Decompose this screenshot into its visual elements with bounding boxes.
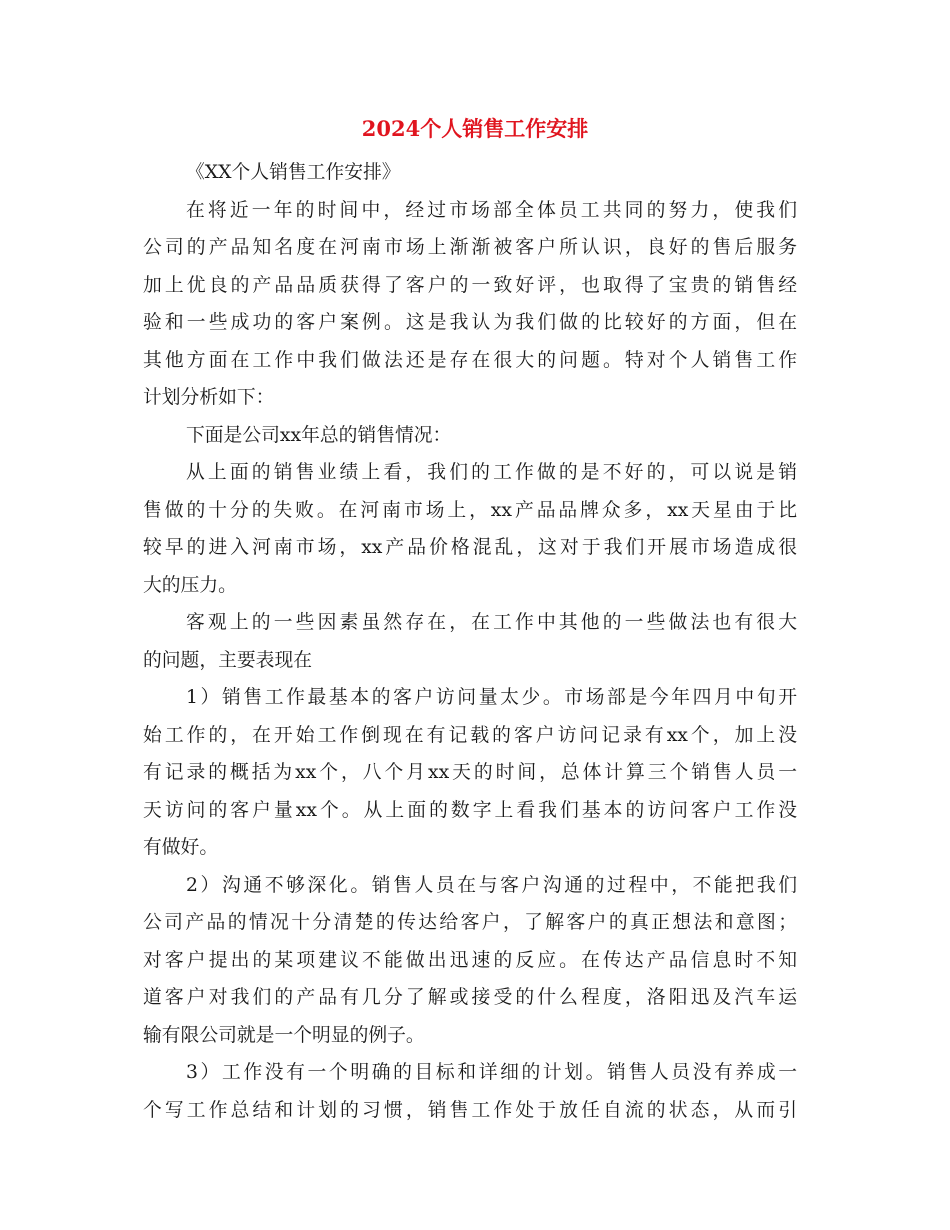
body-line: 大的压力。 <box>143 574 237 596</box>
body-line: 较早的进入河南市场，xx产品价格混乱，这对于我们开展市场造成很 <box>143 537 797 558</box>
body-line: 的问题，主要表现在 <box>143 649 313 671</box>
body-line: 售做的十分的失败。在河南市场上，xx产品品牌众多，xx天星由于比 <box>143 499 797 521</box>
body-line: 有做好。 <box>143 837 219 858</box>
body-line: 下面是公司xx年总的销售情况： <box>186 424 452 446</box>
body-line: 计划分析如下： <box>143 387 275 408</box>
body-line: 从上面的销售业绩上看，我们的工作做的是不好的，可以说是销 <box>186 462 797 483</box>
body-line: 其他方面在工作中我们做法还是存在很大的问题。特对个人销售工作 <box>143 349 797 371</box>
body-line: 1）销售工作最基本的客户访问量太少。市场部是今年四月中旬开 <box>186 687 797 708</box>
body-line: 公司的产品知名度在河南市场上渐渐被客户所认识，良好的售后服务 <box>143 237 797 258</box>
body-line: 道客户对我们的产品有几分了解或接受的什么程度，洛阳迅及汽车运 <box>143 987 797 1008</box>
body-line: 有记录的概括为xx个，八个月xx天的时间，总体计算三个销售人员一 <box>143 762 797 783</box>
document-title: 2024个人销售工作安排 <box>361 116 589 141</box>
body-line: 公司产品的情况十分清楚的传达给客户，了解客户的真正想法和意图； <box>143 912 797 933</box>
body-line: 个写工作总结和计划的习惯，销售工作处于放任自流的状态，从而引 <box>143 1099 797 1121</box>
body-line: 始工作的，在开始工作倒现在有记载的客户访问记录有xx个，加上没 <box>143 724 797 746</box>
document-body <box>143 154 813 1129</box>
body-line: 对客户提出的某项建议不能做出迅速的反应。在传达产品信息时不知 <box>143 949 797 971</box>
body-line: 客观上的一些因素虽然存在，在工作中其他的一些做法也有很大 <box>186 612 797 633</box>
body-line: 输有限公司就是一个明显的例子。 <box>143 1024 425 1046</box>
body-line: 加上优良的产品品质获得了客户的一致好评，也取得了宝贵的销售经 <box>143 274 797 296</box>
body-line: 天访问的客户量xx个。从上面的数字上看我们基本的访问客户工作没 <box>143 799 797 821</box>
body-line: 2）沟通不够深化。销售人员在与客户沟通的过程中，不能把我们 <box>186 874 797 896</box>
body-line: 在将近一年的时间中，经过市场部全体员工共同的努力，使我们 <box>186 199 797 221</box>
body-line: 3）工作没有一个明确的目标和详细的计划。销售人员没有养成一 <box>186 1062 797 1083</box>
body-line: 《XX个人销售工作安排》 <box>186 162 401 183</box>
body-line: 验和一些成功的客户案例。这是我认为我们做的比较好的方面，但在 <box>143 312 797 333</box>
